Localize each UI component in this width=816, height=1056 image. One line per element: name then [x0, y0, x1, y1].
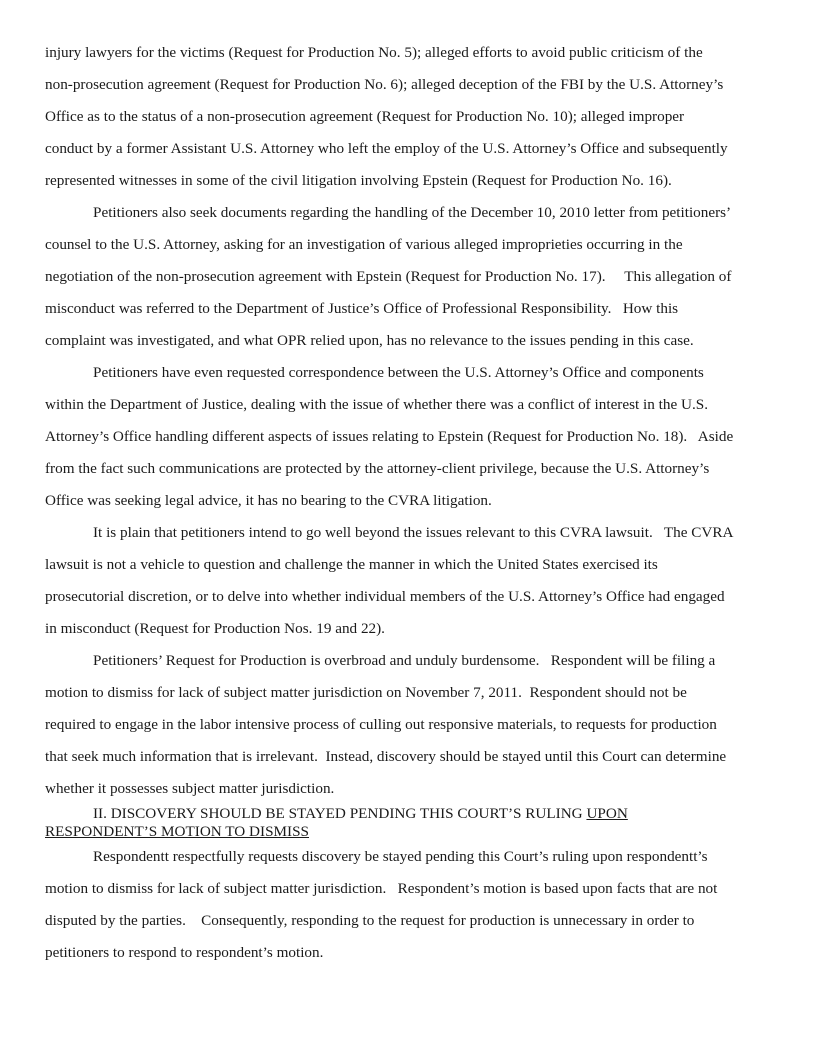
section-heading-underlined: UPON [586, 805, 628, 822]
paragraph-1-line-3: Office as to the status of a non-prosecution agreement (Request for Production No. 10); alleged improper [45, 108, 685, 125]
paragraph-5-line-4: that seek much information that is irrelevant. Instead, discovery should be stayed until this Court can determine [45, 748, 727, 765]
final-paragraph-line-2: motion to dismiss for lack of subject matter jurisdiction. Respondent’s motion is based upon facts that are not [45, 880, 718, 897]
paragraph-1-line-5: represented witnesses in some of the civil litigation involving Epstein (Request for Production No. 16). [45, 172, 672, 189]
paragraph-4-line-3: prosecutorial discretion, or to delve into whether individual members of the U.S. Attorney’s Office had engaged [45, 588, 725, 605]
paragraph-4-line-2: lawsuit is not a vehicle to question and challenge the manner in which the United States exercised its [45, 556, 658, 573]
paragraph-3-line-1: Petitioners have even requested correspondence between the U.S. Attorney’s Office and components [93, 364, 704, 381]
paragraph-3-line-3: Attorney’s Office handling different aspects of issues relating to Epstein (Request for Production No. 18). Aside [45, 428, 734, 445]
paragraph-3-line-5: Office was seeking legal advice, it has no bearing to the CVRA litigation. [45, 492, 492, 509]
paragraph-2-line-2: counsel to the U.S. Attorney, asking for an investigation of various alleged improprieties occurring in the [45, 236, 683, 253]
final-paragraph-line-1: Respondentt respectfully requests discovery be stayed pending this Court’s ruling upon respondentt’s [93, 848, 708, 865]
final-paragraph-line-4: petitioners to respond to respondent’s motion. [45, 944, 324, 961]
paragraph-5-line-3: required to engage in the labor intensive process of culling out responsive materials, to requests for production [45, 716, 717, 733]
section-heading-text: II. DISCOVERY SHOULD BE STAYED PENDING THIS COURT’S RULING [93, 805, 587, 822]
section-heading-line-1 [93, 805, 628, 823]
section-heading-line-2: RESPONDENT’S MOTION TO DISMISS [45, 823, 309, 840]
paragraph-5-line-2: motion to dismiss for lack of subject matter jurisdiction on November 7, 2011. Respondent should not be [45, 684, 687, 701]
paragraph-5-line-1: Petitioners’ Request for Production is overbroad and unduly burdensome. Respondent will be filing a [93, 652, 716, 669]
paragraph-3-line-4: from the fact such communications are protected by the attorney-client privilege, because the U.S. Attorney’s [45, 460, 710, 477]
paragraph-2-line-3: negotiation of the non-prosecution agreement with Epstein (Request for Production No. 17). This allegation of [45, 268, 732, 285]
final-paragraph-line-3: disputed by the parties. Consequently, responding to the request for production is unnecessary in order to [45, 912, 695, 929]
paragraph-1-line-1: injury lawyers for the victims (Request for Production No. 5); alleged efforts to avoid public criticism of the [45, 44, 703, 61]
paragraph-1-line-4: conduct by a former Assistant U.S. Attorney who left the employ of the U.S. Attorney’s Office and subsequently [45, 140, 728, 157]
paragraph-2-line-5: complaint was investigated, and what OPR relied upon, has no relevance to the issues pending in this case. [45, 332, 694, 349]
paragraph-5-line-5: whether it possesses subject matter jurisdiction. [45, 780, 335, 797]
paragraph-1-line-2: non-prosecution agreement (Request for Production No. 6); alleged deception of the FBI by the U.S. Attorney’s [45, 76, 724, 93]
paragraph-2-line-1: Petitioners also seek documents regarding the handling of the December 10, 2010 letter from petitioners’ [93, 204, 732, 221]
paragraph-4-line-4: in misconduct (Request for Production Nos. 19 and 22). [45, 620, 385, 637]
paragraph-4-line-1: It is plain that petitioners intend to go well beyond the issues relevant to this CVRA lawsuit. The CVRA [93, 524, 734, 541]
paragraph-3-line-2: within the Department of Justice, dealing with the issue of whether there was a conflict of interest in the U.S. [45, 396, 709, 413]
paragraph-2-line-4: misconduct was referred to the Department of Justice’s Office of Professional Responsibility. How this [45, 300, 679, 317]
